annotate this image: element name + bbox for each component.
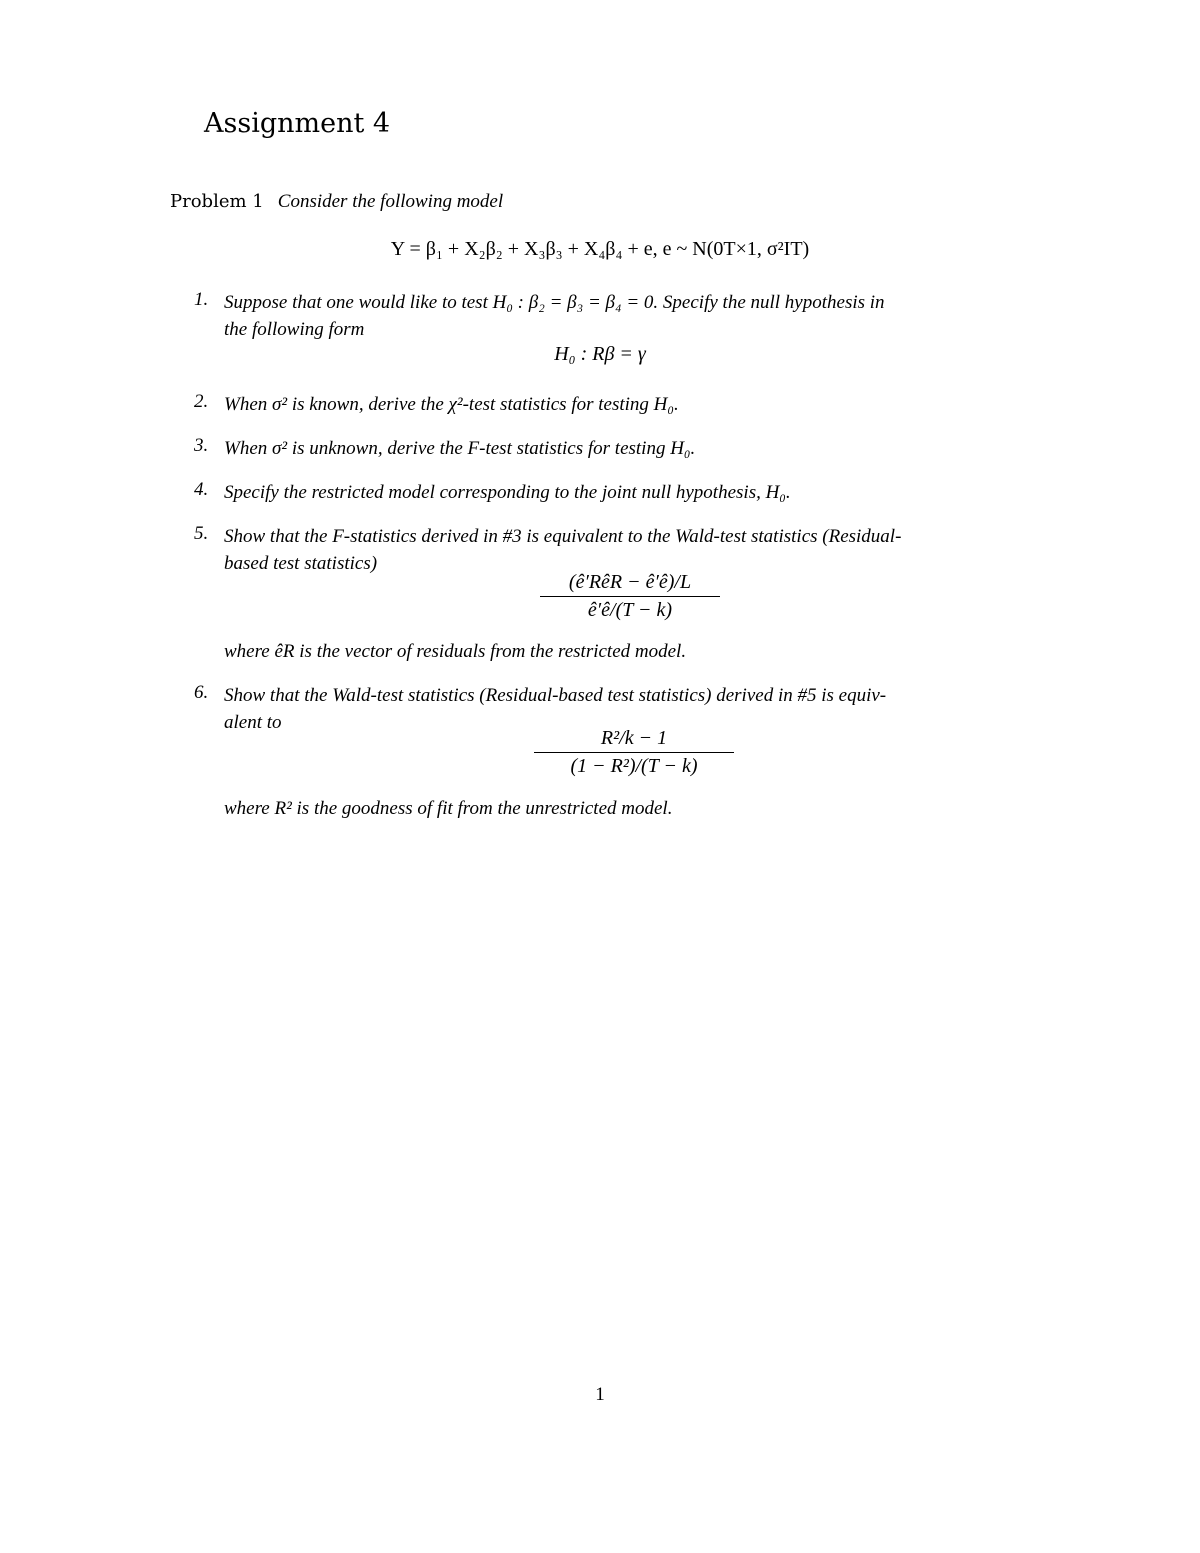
fraction-numerator: R²/k − 1 bbox=[534, 727, 734, 753]
fraction-numerator: (ê′RêR − ê′ê)/L bbox=[540, 571, 720, 597]
item-text-line-2: the following form bbox=[224, 319, 365, 340]
problem-intro: Consider the following model bbox=[277, 191, 504, 212]
page-title: Assignment 4 bbox=[204, 108, 391, 139]
hypothesis-equation: H₀ : Rβ = γ bbox=[554, 343, 646, 365]
item-text-line-1: Suppose that one would like to test H₀ : β₂ = β₃ = β₄ = 0. Specify the null hypothesis in bbox=[224, 292, 885, 313]
fraction-denominator: ê′ê/(T − k) bbox=[587, 599, 673, 621]
model-equation: Y = β₁ + X₂β₂ + X₃β₃ + X₄β₄ + e, e ~ N(0T×1, σ²IT) bbox=[390, 238, 810, 260]
problem-label: Problem 1 bbox=[170, 191, 264, 212]
item-number: 3. bbox=[194, 435, 209, 456]
problem-heading bbox=[170, 190, 503, 213]
item-number: 4. bbox=[194, 479, 209, 500]
item-text: Specify the restricted model corresponding to the joint null hypothesis, H₀. bbox=[224, 482, 791, 503]
fraction-denominator: (1 − R²)/(T − k) bbox=[570, 755, 698, 777]
wald-fraction bbox=[540, 571, 720, 622]
item-number: 6. bbox=[194, 682, 209, 703]
item-text-line-2: alent to bbox=[224, 712, 282, 733]
item-text-line-2: based test statistics) bbox=[224, 553, 378, 574]
item-number: 1. bbox=[194, 289, 209, 310]
item-text: When σ² is known, derive the χ²-test statistics for testing H₀. bbox=[224, 394, 679, 415]
r-squared-fraction bbox=[534, 727, 734, 778]
page-number: 1 bbox=[595, 1384, 605, 1405]
item-text-line-1: Show that the Wald-test statistics (Residual-based test statistics) derived in #5 is equiv- bbox=[224, 685, 887, 706]
item-text: When σ² is unknown, derive the F-test statistics for testing H₀. bbox=[224, 438, 696, 459]
item-number: 5. bbox=[194, 523, 209, 544]
item-note: where R² is the goodness of fit from the unrestricted model. bbox=[224, 798, 673, 819]
item-text-line-1: Show that the F-statistics derived in #3 is equivalent to the Wald-test statistics (Residual- bbox=[224, 526, 902, 547]
item-note: where êR is the vector of residuals from the restricted model. bbox=[224, 641, 687, 662]
item-number: 2. bbox=[194, 391, 209, 412]
